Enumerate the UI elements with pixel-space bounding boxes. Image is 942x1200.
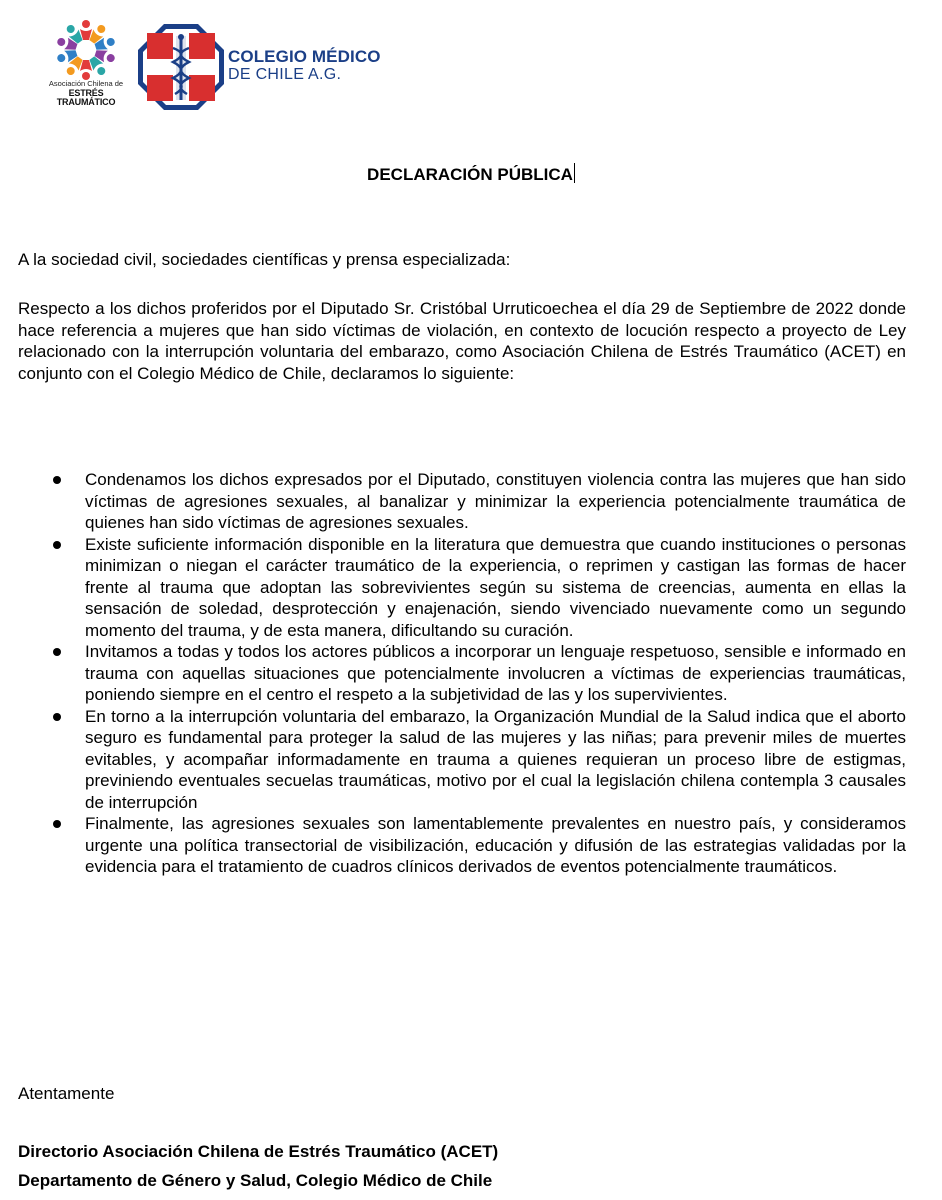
signatory-acet: Directorio Asociación Chilena de Estrés Traumático (ACET) — [18, 1142, 499, 1161]
intro-paragraph: Respecto a los dichos proferidos por el Diputado Sr. Cristóbal Urruticoechea el día 29 de Septiembre de 2022 donde hace referencia a mujeres que han sido víctimas de violación, en contexto de locución respecto a proyecto de Ley relacionado con la interrupción voluntaria del embarazo, como Asociación Chilena de Estrés Traumático (ACET) en conjunto con el Colegio Médico de Chile, declaramos lo siguiente: — [18, 299, 906, 383]
list-item — [85, 534, 906, 642]
closing-salutation: Atentamente — [18, 1084, 115, 1103]
colegio-medico-wordmark — [228, 48, 381, 83]
document-title-text: DECLARACIÓN PÚBLICA — [367, 165, 573, 184]
bullet-icon — [53, 541, 61, 549]
colegio-medico-logo-icon — [138, 24, 224, 110]
acet-org-line2: ESTRÉS TRAUMÁTICO — [56, 87, 116, 107]
declaration-points-list — [0, 469, 942, 878]
document-title — [0, 163, 942, 185]
acet-logo-wordmark — [40, 80, 132, 107]
list-item-text: Existe suficiente información disponible en la literatura que demuestra que cuando instituciones o personas minimizan o niegan el carácter traumático de la experiencia, o reprimen y castigan las formas de hacer frente al trauma que adoptan las sobrevivientes según su sistema de creencias, aumenta en ellas la sensación de soledad, desprotección y enajenación, siendo vivenciado nuevamente como un segundo momento del trauma, y de esta manera, dificultando su curación. — [85, 534, 906, 640]
signatory-colegio-medico: Departamento de Género y Salud, Colegio Médico de Chile — [18, 1171, 493, 1190]
list-item — [85, 641, 906, 706]
list-item-text: Invitamos a todas y todos los actores públicos a incorporar un lenguaje respetuoso, sensible e informado en trauma con aquellas situaciones que potencialmente involucren a víctimas de experiencias traumáticas, poniendo siempre en el centro el respeto a la subjetividad de las y los supervivientes. — [85, 642, 906, 704]
bullet-icon — [53, 476, 61, 484]
addressee-line: A la sociedad civil, sociedades científicas y prensa especializada: — [18, 250, 511, 269]
list-item — [85, 469, 906, 534]
bullet-icon — [53, 820, 61, 828]
list-item-text: En torno a la interrupción voluntaria del embarazo, la Organización Mundial de la Salud indica que el aborto seguro es fundamental para proteger la salud de las mujeres y las niñas; para prevenir miles de muertes evitables, y acompañar informadamente en trauma a quienes requieran un proceso libre de estigmas, previniendo eventuales secuelas traumáticas, motivo por el cual la legislación chilena contempla 3 causales de interrupción — [85, 706, 906, 812]
bullet-icon — [53, 713, 61, 721]
list-item — [85, 706, 906, 814]
list-item — [85, 813, 906, 878]
bullet-icon — [53, 648, 61, 656]
list-item-text: Finalmente, las agresiones sexuales son lamentablemente prevalentes en nuestro país, y consideramos urgente una política transectorial de visibilización, educación y difusión de las estrategias validadas por la evidencia para el tratamiento de cuadros clínicos derivados de eventos potencialmente traumáticos. — [85, 814, 906, 876]
signatories-block — [18, 1137, 498, 1195]
colmed-name-line2: DE CHILE A.G. — [228, 66, 342, 83]
list-item-text: Condenamos los dichos expresados por el Diputado, constituyen violencia contra las mujeres que han sido víctimas de agresiones sexuales, al banalizar y minimizar la experiencia potencialmente traumática de quienes han sido víctimas de agresiones sexuales. — [85, 470, 906, 532]
text-cursor — [574, 163, 575, 183]
colmed-name-line1: COLEGIO MÉDICO — [228, 47, 381, 66]
acet-org-line1: Asociación Chilena de — [48, 79, 124, 88]
